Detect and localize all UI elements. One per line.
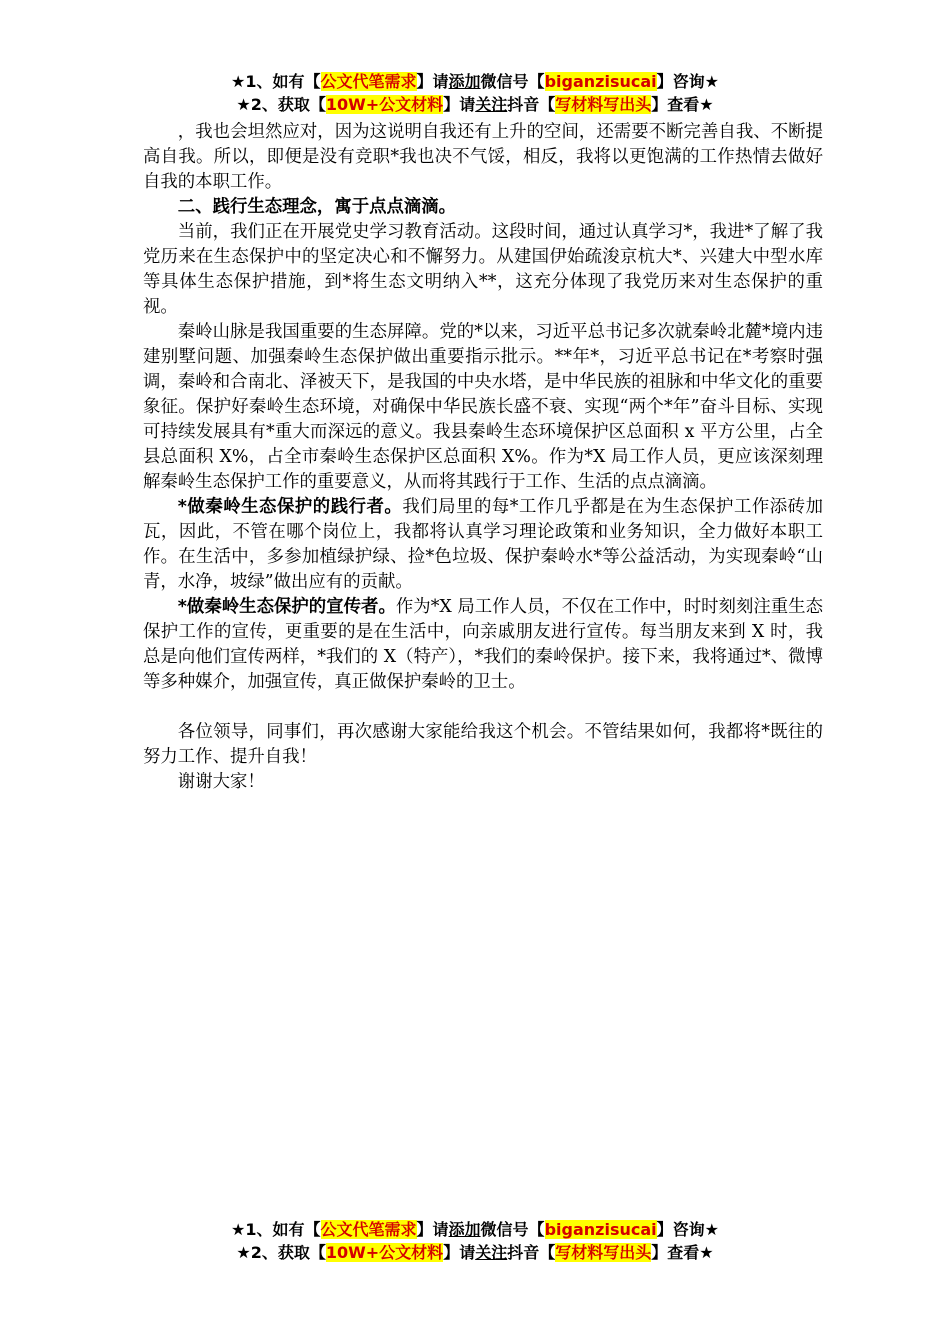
promo-underline: 添加 — [448, 72, 481, 91]
paragraph-practitioner-text: 我们局里的每*工作几乎都是在为生态保护工作添砖加瓦，因此，不管在哪个岗位上，我都将认真学习理论政策和业务知识，全力做好本职工作。在生活中，多参加植绿护绿、捡*色垃圾、保护秦岭水*等公益活动，为实现秦岭“山青，水净，坡绿”做出应有的贡献。 — [143, 497, 823, 592]
promo-underline: 关注 — [475, 1243, 508, 1262]
paragraph-intro: ，我也会坦然应对，因为这说明自我还有上升的空间，还需要不断完善自我、不断提高自我。所以，即便是没有竞职*我也决不气馁，相反，我将以更饱满的工作热情去做好自我的本职工作。 — [143, 122, 823, 192]
douyin-highlight: 写材料写出头 — [555, 95, 652, 114]
promo-highlight: 10W+公文材料 — [325, 1243, 444, 1262]
promo-line-2 — [0, 1241, 950, 1264]
section-heading: 二、践行生态理念，寓于点点滴滴。 — [177, 197, 457, 217]
promo-line-2 — [0, 93, 950, 116]
promo-header — [0, 70, 950, 116]
promo-highlight: 公文代笔需求 — [320, 72, 417, 91]
promo-footer — [0, 1218, 950, 1264]
promo-line-1 — [0, 1218, 950, 1241]
subheading-publicist: *做秦岭生态保护的宣传者。 — [177, 597, 396, 617]
paragraph-practitioner — [143, 495, 823, 595]
wechat-id-highlight: biganzisucai — [544, 1220, 657, 1239]
promo-text: 】查看★ — [651, 95, 714, 114]
paragraph-party-history: 当前，我们正在开展党史学习教育活动。这段时间，通过认真学习*，我进*了解了我党历来在生态保护中的坚定决心和不懈努力。从建国伊始疏浚京杭大*、兴建大中型水库等具体生态保护措施，到*将生态文明纳入**，这充分体现了我党历来对生态保护的重视。 — [143, 222, 823, 317]
wechat-id-highlight: biganzisucai — [544, 72, 657, 91]
promo-text: 微信号【 — [480, 1220, 545, 1239]
promo-text: 微信号【 — [480, 72, 545, 91]
subheading-practitioner: *做秦岭生态保护的践行者。 — [177, 497, 403, 517]
promo-text: 抖音【 — [507, 1243, 556, 1262]
promo-text: 】查看★ — [651, 1243, 714, 1262]
promo-highlight: 公文代笔需求 — [320, 1220, 417, 1239]
promo-text: ★1、如有【 — [231, 72, 321, 91]
promo-underline: 添加 — [448, 1220, 481, 1239]
promo-underline: 关注 — [475, 95, 508, 114]
promo-text: 】咨询★ — [656, 1220, 719, 1239]
paragraph-closing: 各位领导，同事们，再次感谢大家能给我这个机会。不管结果如何，我都将*既往的努力工作、提升自我！ — [143, 722, 823, 767]
promo-text: ★2、获取【 — [236, 95, 326, 114]
promo-line-1 — [0, 70, 950, 93]
promo-highlight: 10W+公文材料 — [325, 95, 444, 114]
paragraph-publicist — [143, 595, 823, 695]
promo-text: 】咨询★ — [656, 72, 719, 91]
promo-text: 抖音【 — [507, 95, 556, 114]
promo-text: 】请 — [416, 72, 449, 91]
paragraph-thanks: 谢谢大家！ — [177, 772, 265, 792]
paragraph-qinling: 秦岭山脉是我国重要的生态屏障。党的*以来，习近平总书记多次就秦岭北麓*境内违建别墅问题、加强秦岭生态保护做出重要指示批示。**年*，习近平总书记在*考察时强调，秦岭和合南北、泽被天下，是我国的中央水塔，是中华民族的祖脉和中华文化的重要象征。保护好秦岭生态环境，对确保中华民族长盛不衰、实现“两个*年”奋斗目标、实现可持续发展具有*重大而深远的意义。我县秦岭生态环境保护区总面积 x 平方公里，占全县总面积 X%，占全市秦岭生态保护区总面积 X%。作为*X 局工作人员，更应该深刻理解秦岭生态保护工作的重要意义，从而将其践行于工作、生活的点点滴滴。 — [143, 322, 823, 492]
document-body — [143, 120, 823, 795]
blank-line — [143, 695, 823, 720]
promo-text: 】请 — [443, 95, 476, 114]
promo-text: ★1、如有【 — [231, 1220, 321, 1239]
promo-text: 】请 — [416, 1220, 449, 1239]
promo-text: 】请 — [443, 1243, 476, 1262]
paragraph-publicist-text: 作为*X 局工作人员，不仅在工作中，时时刻刻注重生态保护工作的宣传，更重要的是在生活中，向亲戚朋友进行宣传。每当朋友来到 X 时，我总是向他们宣传两样，*我们的 X（特产），*我们的秦岭保护。接下来，我将通过*、微博等多种媒介，加强宣传，真正做保护秦岭的卫士。 — [143, 597, 823, 692]
promo-text: ★2、获取【 — [236, 1243, 326, 1262]
douyin-highlight: 写材料写出头 — [555, 1243, 652, 1262]
